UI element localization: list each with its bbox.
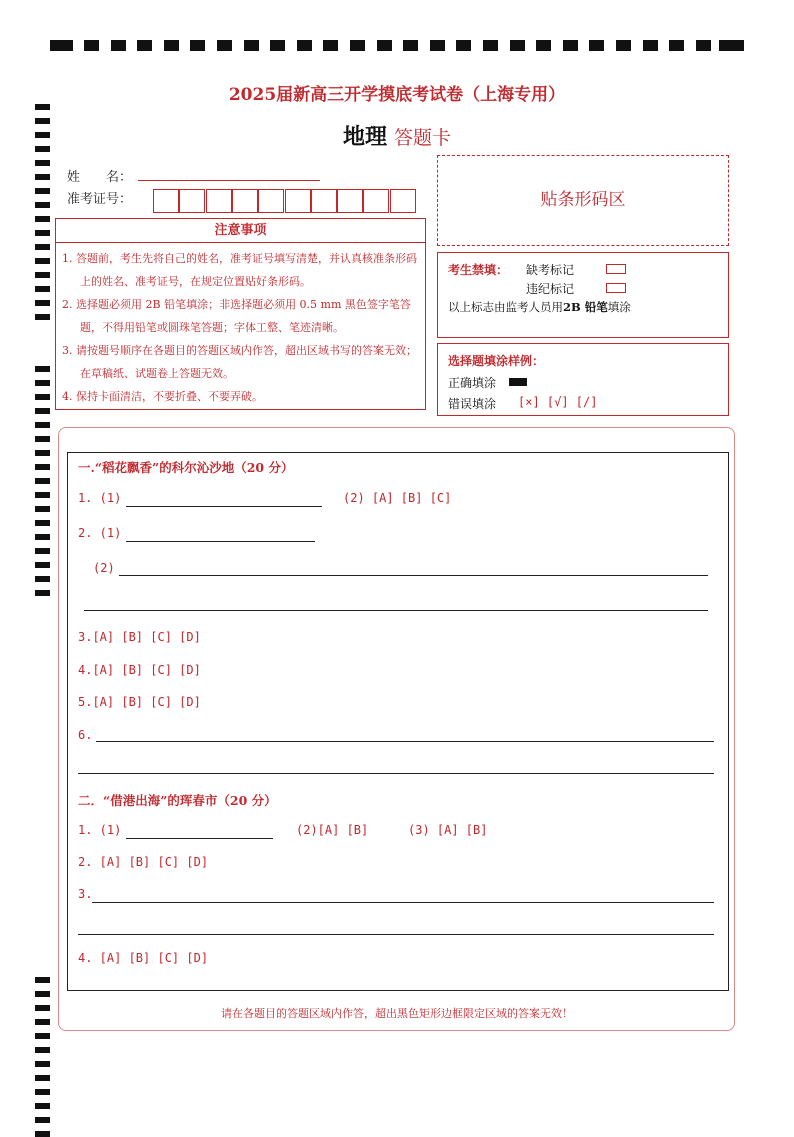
timing-mark bbox=[35, 506, 50, 512]
notice-item-2: 2. 选择题必须用 2B 铅笔填涂；非选择题必须用 0.5 mm 黑色签字笔答题，不得用铅笔或圆珠笔答题；字体工整、笔迹清晰。 bbox=[62, 298, 411, 334]
s1-q6-answer-line-2[interactable] bbox=[78, 773, 714, 774]
timing-mark bbox=[456, 40, 471, 51]
timing-mark bbox=[35, 258, 50, 264]
s1-q2-part1-label: 2. (1) bbox=[78, 526, 122, 540]
timing-mark bbox=[35, 394, 50, 400]
section-1-title: 一.“稻花飘香”的科尔沁沙地（20 分） bbox=[78, 460, 294, 475]
timing-mark bbox=[536, 40, 551, 51]
s2-q1-part1-label: 1. (1) bbox=[78, 823, 122, 837]
timing-mark bbox=[111, 40, 126, 51]
timing-mark bbox=[35, 520, 50, 526]
timing-mark bbox=[35, 991, 50, 997]
timing-mark bbox=[35, 216, 50, 222]
timing-mark bbox=[350, 40, 365, 51]
timing-mark bbox=[696, 40, 711, 51]
timing-mark bbox=[84, 40, 99, 51]
card-label: 答题卡 bbox=[394, 127, 452, 149]
correct-fill-mark bbox=[509, 378, 527, 386]
notice-heading: 注意事项 bbox=[56, 219, 425, 243]
s2-q1-part2-options[interactable]: (2)[A] [B] bbox=[296, 823, 369, 837]
s2-q1-part1-answer-line[interactable] bbox=[126, 838, 273, 839]
timing-mark bbox=[403, 40, 418, 51]
timing-mark bbox=[35, 562, 50, 568]
id-digit-box[interactable] bbox=[258, 189, 284, 213]
s2-q3-label: 3. bbox=[78, 887, 93, 901]
absent-mark[interactable] bbox=[606, 264, 626, 274]
timing-mark bbox=[35, 534, 50, 540]
barcode-area: 贴条形码区 bbox=[437, 155, 729, 246]
s1-q1-part1-answer-line[interactable] bbox=[126, 506, 322, 507]
timing-mark bbox=[50, 40, 73, 51]
timing-mark bbox=[35, 478, 50, 484]
timing-mark bbox=[430, 40, 445, 51]
id-digit-box[interactable] bbox=[153, 189, 179, 213]
example-title: 选择题填涂样例： bbox=[448, 354, 545, 368]
timing-mark bbox=[35, 590, 50, 596]
s2-q1-part3-options[interactable]: (3) [A] [B] bbox=[408, 823, 488, 837]
notice-item-3: 3. 请按题号顺序在各题目的答题区域内作答，超出区域书写的答案无效；在草稿纸、试题卷上答题无效。 bbox=[62, 344, 417, 380]
forbid-label: 考生禁填： bbox=[448, 263, 509, 277]
violation-label: 违纪标记 bbox=[526, 282, 575, 296]
timing-mark bbox=[35, 464, 50, 470]
notice-box bbox=[55, 218, 426, 410]
timing-mark bbox=[270, 40, 285, 51]
forbid-note: 以上标志由监考人员用2B 铅笔填涂 bbox=[448, 300, 631, 314]
s1-q2-part1-answer-line[interactable] bbox=[126, 541, 315, 542]
timing-mark bbox=[483, 40, 498, 51]
timing-mark bbox=[35, 548, 50, 554]
timing-mark bbox=[35, 408, 50, 414]
timing-mark bbox=[35, 380, 50, 386]
timing-mark bbox=[35, 174, 50, 180]
timing-mark bbox=[35, 188, 50, 194]
s1-q6-answer-line-1[interactable] bbox=[96, 741, 714, 742]
timing-mark bbox=[35, 1117, 50, 1123]
s1-q3-options[interactable]: 3.[A] [B] [C] [D] bbox=[78, 630, 201, 644]
s1-q1-part2-options[interactable]: (2) [A] [B] [C] bbox=[343, 491, 452, 505]
timing-mark bbox=[35, 450, 50, 456]
timing-mark bbox=[616, 40, 631, 51]
footer-warning: 请在各题目的答题区域内作答，超出黑色矩形边框限定区域的答案无效！ bbox=[221, 1007, 573, 1020]
name-label: 姓 名： bbox=[67, 170, 133, 185]
exam-title: 2025届新高三开学摸底考试卷（上海专用） bbox=[228, 85, 566, 105]
timing-mark bbox=[35, 1089, 50, 1095]
s1-q4-options[interactable]: 4.[A] [B] [C] [D] bbox=[78, 663, 201, 677]
id-digit-box[interactable] bbox=[232, 189, 258, 213]
violation-mark[interactable] bbox=[606, 283, 626, 293]
timing-mark bbox=[244, 40, 259, 51]
timing-mark bbox=[35, 314, 50, 320]
timing-mark bbox=[643, 40, 658, 51]
name-field[interactable] bbox=[138, 180, 320, 181]
timing-mark bbox=[589, 40, 604, 51]
timing-mark bbox=[35, 202, 50, 208]
id-digit-box[interactable] bbox=[390, 189, 416, 213]
subject-name: 地理 bbox=[342, 124, 387, 150]
timing-mark bbox=[35, 1075, 50, 1081]
id-digit-box[interactable] bbox=[179, 189, 205, 213]
s1-q6-label: 6. bbox=[78, 728, 93, 742]
timing-mark bbox=[35, 366, 50, 372]
wrong-fill-marks: [×] [√] [/] bbox=[518, 395, 598, 409]
id-digit-box[interactable] bbox=[285, 189, 311, 213]
timing-mark bbox=[563, 40, 578, 51]
fill-example-box bbox=[437, 343, 729, 416]
timing-mark bbox=[35, 300, 50, 306]
forbid-box bbox=[437, 252, 729, 338]
timing-mark bbox=[35, 230, 50, 236]
s2-q2-options[interactable]: 2. [A] [B] [C] [D] bbox=[78, 855, 209, 869]
notice-item-1: 1. 答题前，考生先将自己的姓名，准考证号填写清楚，并认真核准条形码上的姓名、准考证号，在规定位置贴好条形码。 bbox=[62, 252, 417, 288]
timing-mark bbox=[35, 160, 50, 166]
s1-q2-part2-answer-line-1[interactable] bbox=[119, 575, 708, 576]
id-digit-box[interactable] bbox=[363, 189, 389, 213]
timing-mark bbox=[297, 40, 312, 51]
timing-mark bbox=[719, 40, 744, 51]
timing-mark bbox=[35, 1061, 50, 1067]
timing-mark bbox=[137, 40, 152, 51]
s2-q3-answer-line-2[interactable] bbox=[78, 934, 714, 935]
s1-q5-options[interactable]: 5.[A] [B] [C] [D] bbox=[78, 695, 201, 709]
notice-item-4: 4. 保持卡面清洁，不要折叠、不要弄破。 bbox=[62, 390, 263, 403]
timing-mark bbox=[669, 40, 684, 51]
timing-mark bbox=[510, 40, 525, 51]
timing-mark bbox=[35, 286, 50, 292]
answer-area bbox=[67, 452, 729, 991]
timing-mark bbox=[35, 1103, 50, 1109]
id-digit-box[interactable] bbox=[337, 189, 363, 213]
id-digit-box[interactable] bbox=[206, 189, 232, 213]
timing-mark bbox=[35, 1033, 50, 1039]
s1-q1-part1-label: 1. (1) bbox=[78, 491, 122, 505]
timing-mark bbox=[323, 40, 338, 51]
s2-q3-answer-line-1[interactable] bbox=[92, 902, 714, 903]
s1-q2-part2-label: (2) bbox=[93, 561, 115, 575]
card-title bbox=[0, 120, 794, 151]
timing-mark bbox=[35, 436, 50, 442]
timing-mark bbox=[35, 1131, 50, 1137]
timing-mark bbox=[164, 40, 179, 51]
timing-mark bbox=[190, 40, 205, 51]
timing-mark bbox=[35, 492, 50, 498]
section-2-title: 二．“借港出海”的珲春市（20 分） bbox=[78, 793, 277, 808]
timing-mark bbox=[35, 1047, 50, 1053]
timing-mark bbox=[35, 272, 50, 278]
s2-q4-options[interactable]: 4. [A] [B] [C] [D] bbox=[78, 951, 209, 965]
correct-fill-label: 正确填涂 bbox=[448, 376, 497, 390]
absent-label: 缺考标记 bbox=[526, 263, 575, 277]
timing-mark bbox=[35, 977, 50, 983]
timing-mark bbox=[35, 576, 50, 582]
timing-mark bbox=[217, 40, 232, 51]
s1-q2-part2-answer-line-2[interactable] bbox=[84, 610, 708, 611]
wrong-fill-label: 错误填涂 bbox=[448, 397, 497, 411]
id-digit-box[interactable] bbox=[311, 189, 337, 213]
timing-mark bbox=[377, 40, 392, 51]
timing-mark bbox=[35, 422, 50, 428]
id-label: 准考证号： bbox=[67, 192, 133, 207]
timing-mark bbox=[35, 244, 50, 250]
